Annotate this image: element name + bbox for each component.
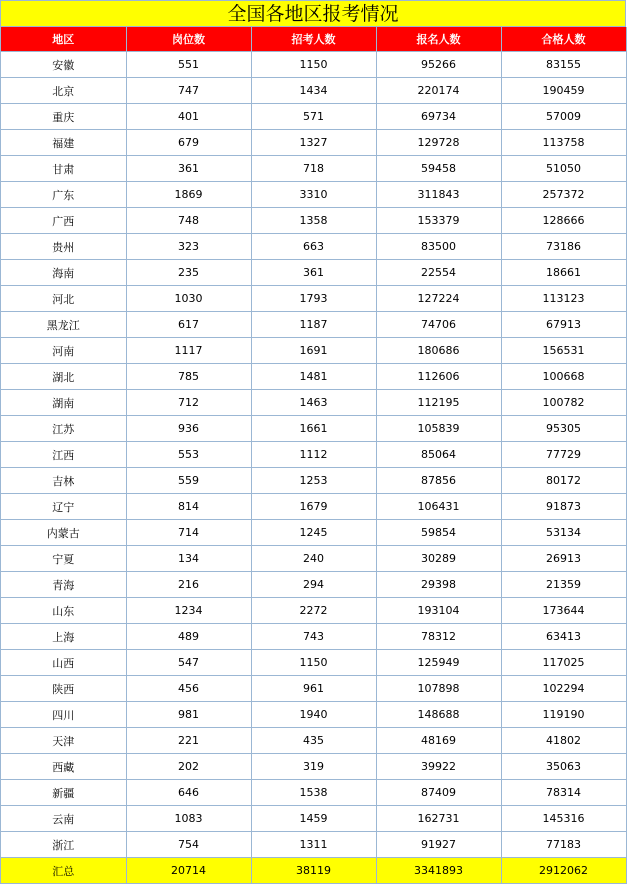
cell-qualified[interactable]: 77729 bbox=[501, 442, 626, 468]
table-row bbox=[1, 104, 626, 130]
cell-region[interactable]: 天津 bbox=[1, 728, 126, 754]
cell-qualified[interactable]: 63413 bbox=[501, 624, 626, 650]
table-row bbox=[1, 468, 626, 494]
cell-positions[interactable]: 323 bbox=[126, 234, 251, 260]
table-row bbox=[1, 546, 626, 572]
cell-region[interactable]: 福建 bbox=[1, 130, 126, 156]
cell-applicants[interactable]: 59458 bbox=[376, 156, 501, 182]
cell-positions[interactable]: 1234 bbox=[126, 598, 251, 624]
cell-region[interactable]: 北京 bbox=[1, 78, 126, 104]
cell-positions[interactable]: 202 bbox=[126, 754, 251, 780]
cell-applicants[interactable]: 153379 bbox=[376, 208, 501, 234]
cell-applicants[interactable]: 148688 bbox=[376, 702, 501, 728]
cell-positions[interactable]: 489 bbox=[126, 624, 251, 650]
cell-qualified[interactable]: 145316 bbox=[501, 806, 626, 832]
cell-applicants[interactable]: 112195 bbox=[376, 390, 501, 416]
cell-qualified[interactable]: 67913 bbox=[501, 312, 626, 338]
cell-positions[interactable]: 714 bbox=[126, 520, 251, 546]
table-row bbox=[1, 338, 626, 364]
cell-applicants[interactable]: 112606 bbox=[376, 364, 501, 390]
cell-recruits[interactable]: 961 bbox=[251, 676, 376, 702]
cell-applicants[interactable]: 87409 bbox=[376, 780, 501, 806]
cell-recruits[interactable]: 294 bbox=[251, 572, 376, 598]
column-header-qualified[interactable]: 合格人数 bbox=[501, 27, 626, 52]
cell-region[interactable]: 上海 bbox=[1, 624, 126, 650]
cell-qualified[interactable]: 117025 bbox=[501, 650, 626, 676]
cell-positions[interactable]: 1030 bbox=[126, 286, 251, 312]
cell-positions[interactable]: 551 bbox=[126, 52, 251, 78]
cell-qualified[interactable]: 51050 bbox=[501, 156, 626, 182]
cell-region[interactable]: 宁夏 bbox=[1, 546, 126, 572]
cell-region[interactable]: 江西 bbox=[1, 442, 126, 468]
total-row bbox=[1, 858, 626, 884]
cell-recruits[interactable]: 1150 bbox=[251, 52, 376, 78]
table-row bbox=[1, 780, 626, 806]
cell-region[interactable]: 陕西 bbox=[1, 676, 126, 702]
cell-positions[interactable]: 221 bbox=[126, 728, 251, 754]
cell-recruits[interactable]: 1691 bbox=[251, 338, 376, 364]
cell-region[interactable]: 浙江 bbox=[1, 832, 126, 858]
cell-positions[interactable]: 679 bbox=[126, 130, 251, 156]
cell-applicants[interactable]: 129728 bbox=[376, 130, 501, 156]
cell-qualified[interactable]: 100782 bbox=[501, 390, 626, 416]
cell-recruits[interactable]: 1311 bbox=[251, 832, 376, 858]
cell-positions[interactable]: 235 bbox=[126, 260, 251, 286]
cell-recruits[interactable]: 1358 bbox=[251, 208, 376, 234]
cell-region[interactable]: 黑龙江 bbox=[1, 312, 126, 338]
cell-applicants[interactable]: 29398 bbox=[376, 572, 501, 598]
cell-recruits[interactable]: 1187 bbox=[251, 312, 376, 338]
cell-recruits[interactable]: 1434 bbox=[251, 78, 376, 104]
cell-recruits[interactable]: 1538 bbox=[251, 780, 376, 806]
cell-qualified[interactable]: 41802 bbox=[501, 728, 626, 754]
cell-positions[interactable]: 456 bbox=[126, 676, 251, 702]
cell-region[interactable]: 山西 bbox=[1, 650, 126, 676]
cell-positions[interactable]: 216 bbox=[126, 572, 251, 598]
table-row bbox=[1, 806, 626, 832]
cell-region[interactable]: 新疆 bbox=[1, 780, 126, 806]
cell-region[interactable]: 青海 bbox=[1, 572, 126, 598]
cell-applicants[interactable]: 59854 bbox=[376, 520, 501, 546]
cell-qualified[interactable]: 35063 bbox=[501, 754, 626, 780]
cell-qualified[interactable]: 53134 bbox=[501, 520, 626, 546]
cell-recruits[interactable]: 1150 bbox=[251, 650, 376, 676]
table-row bbox=[1, 130, 626, 156]
cell-applicants[interactable]: 107898 bbox=[376, 676, 501, 702]
cell-recruits[interactable]: 2272 bbox=[251, 598, 376, 624]
total-cell-qualified[interactable]: 2912062 bbox=[501, 858, 626, 884]
cell-applicants[interactable]: 22554 bbox=[376, 260, 501, 286]
cell-qualified[interactable]: 128666 bbox=[501, 208, 626, 234]
cell-recruits[interactable]: 1481 bbox=[251, 364, 376, 390]
table-row bbox=[1, 572, 626, 598]
total-cell-recruits[interactable]: 38119 bbox=[251, 858, 376, 884]
cell-applicants[interactable]: 127224 bbox=[376, 286, 501, 312]
cell-positions[interactable]: 712 bbox=[126, 390, 251, 416]
cell-applicants[interactable]: 30289 bbox=[376, 546, 501, 572]
column-header-recruits[interactable]: 招考人数 bbox=[251, 27, 376, 52]
table-row bbox=[1, 442, 626, 468]
cell-applicants[interactable]: 83500 bbox=[376, 234, 501, 260]
cell-qualified[interactable]: 83155 bbox=[501, 52, 626, 78]
total-cell-positions[interactable]: 20714 bbox=[126, 858, 251, 884]
cell-recruits[interactable]: 1463 bbox=[251, 390, 376, 416]
cell-applicants[interactable]: 85064 bbox=[376, 442, 501, 468]
cell-applicants[interactable]: 78312 bbox=[376, 624, 501, 650]
table-row bbox=[1, 494, 626, 520]
data-table bbox=[1, 27, 627, 884]
cell-recruits[interactable]: 1327 bbox=[251, 130, 376, 156]
cell-positions[interactable]: 401 bbox=[126, 104, 251, 130]
cell-recruits[interactable]: 1793 bbox=[251, 286, 376, 312]
cell-recruits[interactable]: 1112 bbox=[251, 442, 376, 468]
cell-region[interactable]: 辽宁 bbox=[1, 494, 126, 520]
table-row bbox=[1, 52, 626, 78]
cell-region[interactable]: 内蒙古 bbox=[1, 520, 126, 546]
table-row bbox=[1, 754, 626, 780]
cell-recruits[interactable]: 1459 bbox=[251, 806, 376, 832]
cell-qualified[interactable]: 26913 bbox=[501, 546, 626, 572]
table-row bbox=[1, 286, 626, 312]
cell-applicants[interactable]: 162731 bbox=[376, 806, 501, 832]
cell-region[interactable]: 云南 bbox=[1, 806, 126, 832]
cell-recruits[interactable]: 240 bbox=[251, 546, 376, 572]
cell-qualified[interactable]: 57009 bbox=[501, 104, 626, 130]
cell-qualified[interactable]: 95305 bbox=[501, 416, 626, 442]
table-row bbox=[1, 390, 626, 416]
cell-region[interactable]: 贵州 bbox=[1, 234, 126, 260]
cell-qualified[interactable]: 21359 bbox=[501, 572, 626, 598]
cell-qualified[interactable]: 102294 bbox=[501, 676, 626, 702]
cell-positions[interactable]: 747 bbox=[126, 78, 251, 104]
cell-region[interactable]: 四川 bbox=[1, 702, 126, 728]
cell-region[interactable]: 山东 bbox=[1, 598, 126, 624]
table-row bbox=[1, 650, 626, 676]
cell-recruits[interactable]: 1940 bbox=[251, 702, 376, 728]
cell-qualified[interactable]: 73186 bbox=[501, 234, 626, 260]
cell-positions[interactable]: 785 bbox=[126, 364, 251, 390]
cell-recruits[interactable]: 435 bbox=[251, 728, 376, 754]
cell-positions[interactable]: 617 bbox=[126, 312, 251, 338]
cell-region[interactable]: 湖南 bbox=[1, 390, 126, 416]
cell-recruits[interactable]: 1245 bbox=[251, 520, 376, 546]
table-row bbox=[1, 208, 626, 234]
cell-qualified[interactable]: 156531 bbox=[501, 338, 626, 364]
cell-qualified[interactable]: 100668 bbox=[501, 364, 626, 390]
cell-applicants[interactable]: 69734 bbox=[376, 104, 501, 130]
cell-region[interactable]: 广东 bbox=[1, 182, 126, 208]
table-row bbox=[1, 364, 626, 390]
cell-recruits[interactable]: 663 bbox=[251, 234, 376, 260]
cell-applicants[interactable]: 48169 bbox=[376, 728, 501, 754]
table-row bbox=[1, 156, 626, 182]
cell-positions[interactable]: 1869 bbox=[126, 182, 251, 208]
cell-applicants[interactable]: 180686 bbox=[376, 338, 501, 364]
column-header-region[interactable]: 地区 bbox=[1, 27, 126, 52]
cell-positions[interactable]: 559 bbox=[126, 468, 251, 494]
sheet-title: 全国各地区报考情况 bbox=[1, 1, 626, 27]
cell-recruits[interactable]: 1661 bbox=[251, 416, 376, 442]
cell-qualified[interactable]: 119190 bbox=[501, 702, 626, 728]
cell-recruits[interactable]: 571 bbox=[251, 104, 376, 130]
cell-applicants[interactable]: 95266 bbox=[376, 52, 501, 78]
cell-applicants[interactable]: 125949 bbox=[376, 650, 501, 676]
header-row bbox=[1, 27, 626, 52]
table-row bbox=[1, 676, 626, 702]
cell-positions[interactable]: 134 bbox=[126, 546, 251, 572]
cell-region[interactable]: 河北 bbox=[1, 286, 126, 312]
cell-region[interactable]: 西藏 bbox=[1, 754, 126, 780]
table-row bbox=[1, 598, 626, 624]
cell-applicants[interactable]: 91927 bbox=[376, 832, 501, 858]
table-row bbox=[1, 312, 626, 338]
cell-region[interactable]: 吉林 bbox=[1, 468, 126, 494]
cell-applicants[interactable]: 220174 bbox=[376, 78, 501, 104]
table-row bbox=[1, 416, 626, 442]
cell-region[interactable]: 江苏 bbox=[1, 416, 126, 442]
table-row bbox=[1, 234, 626, 260]
cell-positions[interactable]: 748 bbox=[126, 208, 251, 234]
cell-qualified[interactable]: 78314 bbox=[501, 780, 626, 806]
cell-positions[interactable]: 754 bbox=[126, 832, 251, 858]
cell-recruits[interactable]: 3310 bbox=[251, 182, 376, 208]
table-row bbox=[1, 182, 626, 208]
cell-qualified[interactable]: 91873 bbox=[501, 494, 626, 520]
cell-recruits[interactable]: 1679 bbox=[251, 494, 376, 520]
table-body bbox=[1, 52, 626, 884]
cell-region[interactable]: 湖北 bbox=[1, 364, 126, 390]
cell-positions[interactable]: 1117 bbox=[126, 338, 251, 364]
cell-applicants[interactable]: 193104 bbox=[376, 598, 501, 624]
cell-recruits[interactable]: 361 bbox=[251, 260, 376, 286]
table-row bbox=[1, 520, 626, 546]
cell-region[interactable]: 重庆 bbox=[1, 104, 126, 130]
cell-region[interactable]: 甘肃 bbox=[1, 156, 126, 182]
cell-positions[interactable]: 1083 bbox=[126, 806, 251, 832]
cell-applicants[interactable]: 39922 bbox=[376, 754, 501, 780]
cell-qualified[interactable]: 173644 bbox=[501, 598, 626, 624]
cell-applicants[interactable]: 74706 bbox=[376, 312, 501, 338]
cell-recruits[interactable]: 718 bbox=[251, 156, 376, 182]
cell-positions[interactable]: 814 bbox=[126, 494, 251, 520]
cell-region[interactable]: 河南 bbox=[1, 338, 126, 364]
cell-qualified[interactable]: 257372 bbox=[501, 182, 626, 208]
cell-positions[interactable]: 981 bbox=[126, 702, 251, 728]
cell-qualified[interactable]: 80172 bbox=[501, 468, 626, 494]
total-cell-region[interactable]: 汇总 bbox=[1, 858, 126, 884]
column-header-positions[interactable]: 岗位数 bbox=[126, 27, 251, 52]
table-row bbox=[1, 702, 626, 728]
cell-qualified[interactable]: 77183 bbox=[501, 832, 626, 858]
table-row bbox=[1, 728, 626, 754]
cell-region[interactable]: 海南 bbox=[1, 260, 126, 286]
cell-qualified[interactable]: 190459 bbox=[501, 78, 626, 104]
cell-qualified[interactable]: 113123 bbox=[501, 286, 626, 312]
cell-applicants[interactable]: 106431 bbox=[376, 494, 501, 520]
cell-positions[interactable]: 361 bbox=[126, 156, 251, 182]
cell-applicants[interactable]: 311843 bbox=[376, 182, 501, 208]
table-row bbox=[1, 624, 626, 650]
cell-recruits[interactable]: 1253 bbox=[251, 468, 376, 494]
cell-positions[interactable]: 553 bbox=[126, 442, 251, 468]
total-cell-applicants[interactable]: 3341893 bbox=[376, 858, 501, 884]
table-row bbox=[1, 260, 626, 286]
cell-positions[interactable]: 646 bbox=[126, 780, 251, 806]
column-header-applicants[interactable]: 报名人数 bbox=[376, 27, 501, 52]
cell-positions[interactable]: 936 bbox=[126, 416, 251, 442]
cell-applicants[interactable]: 87856 bbox=[376, 468, 501, 494]
cell-region[interactable]: 安徽 bbox=[1, 52, 126, 78]
cell-qualified[interactable]: 18661 bbox=[501, 260, 626, 286]
cell-region[interactable]: 广西 bbox=[1, 208, 126, 234]
cell-qualified[interactable]: 113758 bbox=[501, 130, 626, 156]
cell-recruits[interactable]: 319 bbox=[251, 754, 376, 780]
cell-positions[interactable]: 547 bbox=[126, 650, 251, 676]
cell-applicants[interactable]: 105839 bbox=[376, 416, 501, 442]
table-row bbox=[1, 832, 626, 858]
cell-recruits[interactable]: 743 bbox=[251, 624, 376, 650]
table-row bbox=[1, 78, 626, 104]
